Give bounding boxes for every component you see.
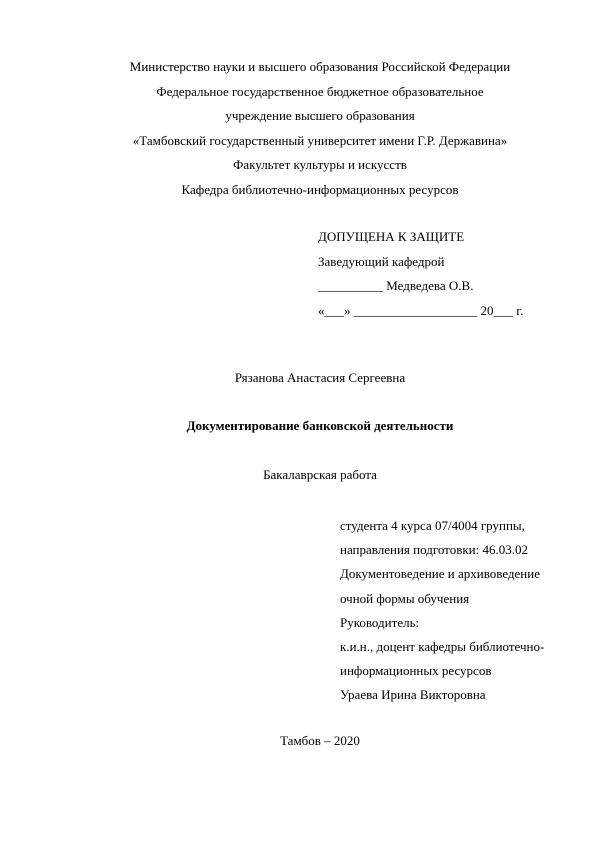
- work-type: Бакалаврская работа: [263, 467, 377, 482]
- header-line-university: «Тамбовский государственный университет имени Г.Р. Державина»: [132, 132, 508, 148]
- header-line-institution-type: Федеральное государственное бюджетное образовательное: [156, 83, 484, 99]
- student-info-block: [340, 514, 544, 708]
- student-info-specialty: Документоведение и архивоведение: [340, 566, 540, 582]
- city-year: Тамбов – 2020: [280, 733, 360, 748]
- institution-header: [0, 55, 595, 202]
- author-name: Рязанова Анастасия Сергеевна: [234, 370, 406, 385]
- approval-heading: ДОПУЩЕНА К ЗАЩИТЕ: [318, 229, 465, 244]
- header-line-department: Кафедра библиотечно-информационных ресурсов: [181, 181, 459, 197]
- approval-signature-line: __________ Медведева О.В.: [318, 278, 474, 293]
- supervisor-position-cont: информационных ресурсов: [340, 663, 492, 679]
- student-info-study-form: очной формы обучения: [340, 590, 470, 606]
- header-line-faculty: Факультет культуры и искусств: [233, 157, 407, 172]
- student-info-direction: направления подготовки: 46.03.02: [340, 542, 528, 558]
- approval-date-line: «___» ___________________ 20___ г.: [318, 302, 524, 318]
- supervisor-position: к.и.н., доцент кафедры библиотечно-: [340, 639, 545, 655]
- supervisor-label: Руководитель:: [340, 614, 420, 630]
- approval-head-of-department: Заведующий кафедрой: [318, 253, 445, 269]
- header-line-education-level: учреждение высшего образования: [225, 108, 415, 123]
- supervisor-name: Ураева Ирина Викторовна: [340, 687, 486, 703]
- student-info-course: студента 4 курса 07/4004 группы,: [340, 518, 525, 533]
- header-line-ministry: Министерство науки и высшего образования Российской Федерации: [129, 59, 511, 74]
- approval-block: [318, 225, 523, 323]
- thesis-title: Документирование банковской деятельности: [186, 418, 454, 433]
